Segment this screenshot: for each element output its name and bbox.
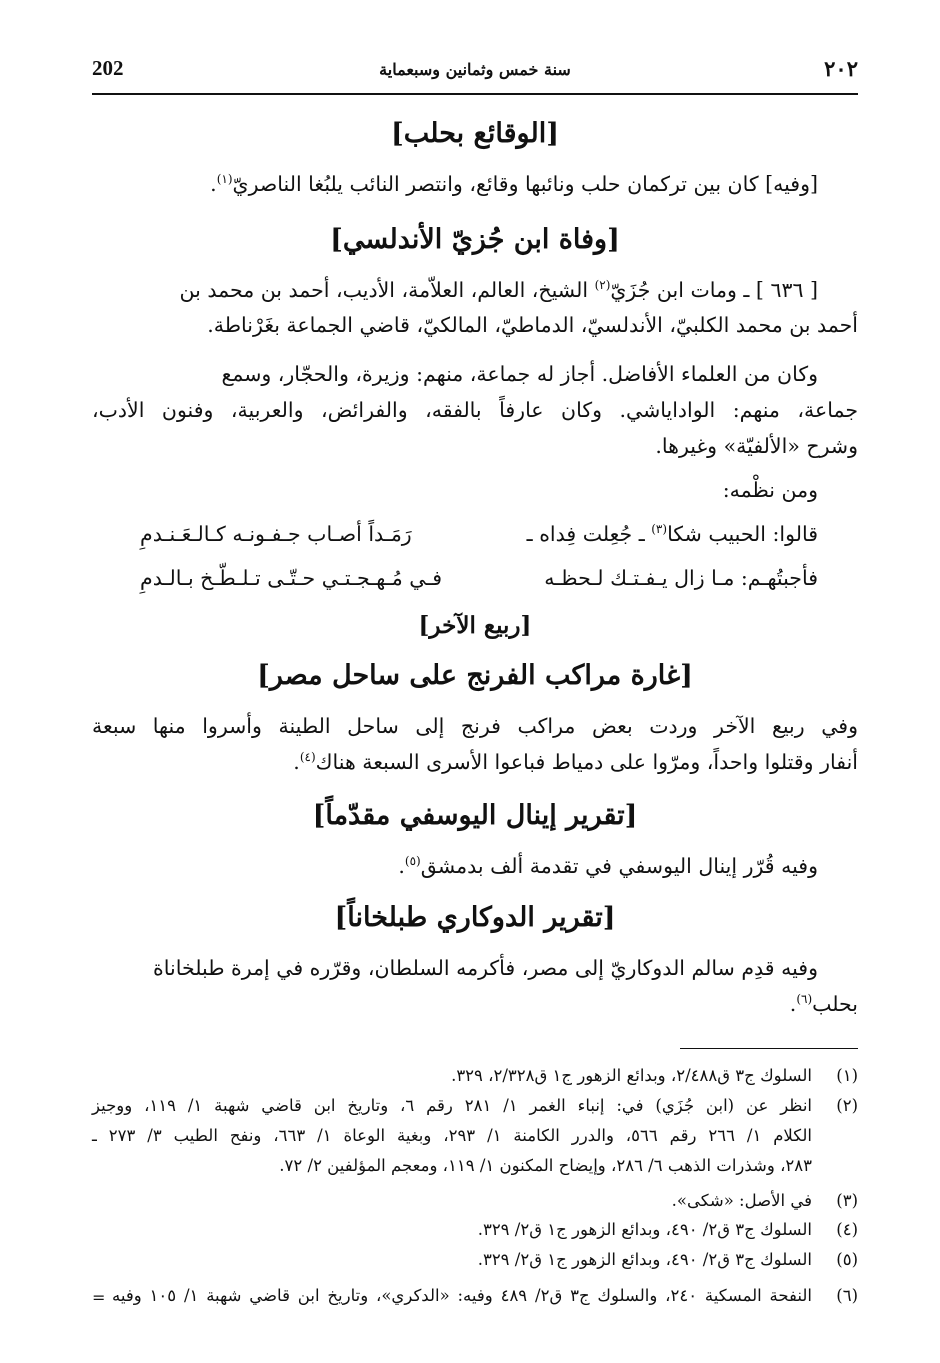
footnote-ref: (٥) — [404, 854, 421, 869]
running-header — [92, 56, 858, 90]
header-rule — [92, 93, 858, 95]
paragraph-line — [92, 278, 858, 302]
footnote-1 — [92, 1066, 858, 1090]
text-span: بحلب — [812, 992, 858, 1016]
footnote-number: (٣) — [836, 1191, 858, 1210]
month-heading-rabi-al-akhir: [ربيع الآخر] — [418, 612, 532, 639]
paragraph-line: وكان من العلماء الأفاضل. أجاز له جماعة، منهم: وزيرة، والحجّار، وسمع — [221, 362, 818, 386]
text-span: . — [398, 854, 405, 878]
section-heading-dukari-appointment: [تقرير الدوكاري طبلخاناً] — [334, 902, 616, 933]
paragraph-line: أحمد بن محمد الكلبيّ، الأندلسيّ، الدماطيّ، المالكيّ، قاضي الجماعة بغَرْناطة. — [207, 313, 858, 337]
footnote-text: النفحة المسكية ٢٤٠، والسلوك ج٣ ق٢/ ٤٨٩ وفيه: «الدكري»، وتاريخ ابن قاضي شهبة ١/ ١٠٥ وفيه — [112, 1286, 812, 1305]
text-span: [وفيه] كان بين تركمان حلب ونائبها وقائع، وانتصر النائب يلبُغا الناصريّ — [232, 172, 818, 196]
footnote-ref: (٣) — [651, 522, 668, 537]
paragraph-line: وشرح «الألفيّة» وغيرها. — [655, 434, 858, 458]
section-heading-frankish-raid: [غارة مراكب الفرنج على ساحل مصر] — [257, 660, 693, 691]
paragraph-line — [92, 854, 858, 878]
footnote-ref: (٦) — [796, 992, 813, 1007]
paragraph-line: وفيه قدِم سالم الدوكاريّ إلى مصر، فأكرمه السلطان، وقرّره في إمرة طبلخاناة — [153, 956, 818, 980]
footnote-number: (٢) — [836, 1096, 858, 1115]
footnote-number: (٥) — [836, 1250, 858, 1269]
poem-verse-1-second-hemistich: رَمَـداً أصـاب جـفـونـه كـالـعَـنـدمِ — [140, 522, 412, 546]
running-title: سنة خمس وثمانين وسبعماية — [379, 60, 571, 79]
footnote-3 — [92, 1191, 858, 1215]
poem-intro-line: ومن نظْمه: — [722, 478, 818, 502]
text-span: أنفار وقتلوا واحداً، ومرّوا على دمياط فباعوا الأسرى السبعة هناك — [315, 750, 858, 774]
text-span: وفيه قُرّر إينال اليوسفي في تقدمة ألف بدمشق — [420, 854, 818, 878]
footnote-4 — [92, 1220, 858, 1244]
footnote-text: السلوك ج٣ ق٢/ ٤٩٠، وبدائع الزهور ج١ ق٢/ ٣٢٩. — [477, 1250, 812, 1269]
footnote-text: انظر عن (ابن جُزَي) في: إنباء الغمر ١/ ٢٨١ رقم ٦، وتاريخ ابن قاضي شهبة ١/ ١١٩، ووجيز — [92, 1096, 813, 1115]
footnote-text: في الأصل: «شكى». — [671, 1191, 812, 1210]
footnote-5 — [92, 1250, 858, 1274]
text-span: ـ جُعِلت فِداه ـ — [526, 522, 652, 546]
text-span: . — [210, 172, 217, 196]
footnote-number: (٤) — [836, 1220, 858, 1239]
footnote-text: السلوك ج٣ ق٢/٤٨٨، وبدائع الزهور ج١ ق٢/٣٢٨، ٣٢٩. — [451, 1066, 812, 1085]
footnote-number: (٦) — [836, 1286, 858, 1305]
page-number-latin: 202 — [92, 56, 124, 80]
section-heading-inal-appointment: [تقرير إينال اليوسفي مقدّماً] — [312, 800, 638, 831]
paragraph-line — [92, 172, 858, 196]
paragraph-line — [92, 750, 858, 774]
text-span: الشيخ، العالم، العلاّمة، الأديب، أحمد بن محمد بن — [179, 278, 595, 302]
footnote-text: السلوك ج٣ ق٢/ ٤٩٠، وبدائع الزهور ج١ ق٢/ ٣٢٩. — [477, 1220, 812, 1239]
footnote-ref: (٢) — [594, 278, 611, 293]
footnote-separator — [680, 1048, 858, 1049]
paragraph-line: جماعة، منهم: الواداياشي. وكان عارفاً بالفقه، والفرائض، والعربية، وفنون الأدب، — [92, 398, 858, 422]
footnote-text: ٢٨٣، وشذرات الذهب ٦/ ٢٨٦، وإيضاح المكنون ١/ ١١٩، ومعجم المؤلفين ٢/ ٧٢. — [279, 1156, 812, 1175]
poem-verse-2-first-hemistich: فأجبتُهـم: مـا زال يـفـتـك لـحظـه — [544, 566, 818, 590]
page-number-arabic: ٢٠٢ — [824, 56, 858, 81]
entry-number-text: [ ٦٣٦ ] ـ ومات ابن جُزَيّ — [610, 278, 818, 302]
text-span: . — [789, 992, 797, 1016]
footnote-ref: (٤) — [299, 750, 316, 765]
section-heading-aleppo-battles: [الوقائع بحلب] — [390, 118, 560, 149]
footnote-ref: (١) — [216, 172, 233, 187]
poem-verse-2-second-hemistich: فـي مُـهـجـتـي حـتّـى تـلـطّـخ بـالـدمِ — [140, 566, 443, 590]
text-span: . — [293, 750, 300, 774]
poem-verse-1-first-hemistich — [527, 522, 818, 546]
footnote-2 — [92, 1096, 858, 1186]
continuation-mark: = — [92, 1288, 106, 1307]
footnote-text: الكلام ١/ ٢٦٦ رقم ٥٦٦، والدرر الكامنة ١/ ٢٩٣، وبغية الوعاة ١/ ٦٦٣، ونفح الطيب ٣/ ٢٧٣ ـ — [92, 1126, 812, 1145]
footnote-number: (١) — [836, 1066, 858, 1085]
section-heading-ibn-juzay-death: [وفاة ابن جُزيّ الأندلسي] — [330, 224, 620, 255]
paragraph-line: وفي ربيع الآخر وردت بعض مراكب فرنج إلى ساحل الطينة وأسروا منها سبعة — [92, 714, 858, 738]
paragraph-line — [92, 992, 858, 1016]
footnote-6 — [112, 1286, 858, 1310]
text-span: قالوا: الحبيب شكا — [667, 522, 818, 546]
